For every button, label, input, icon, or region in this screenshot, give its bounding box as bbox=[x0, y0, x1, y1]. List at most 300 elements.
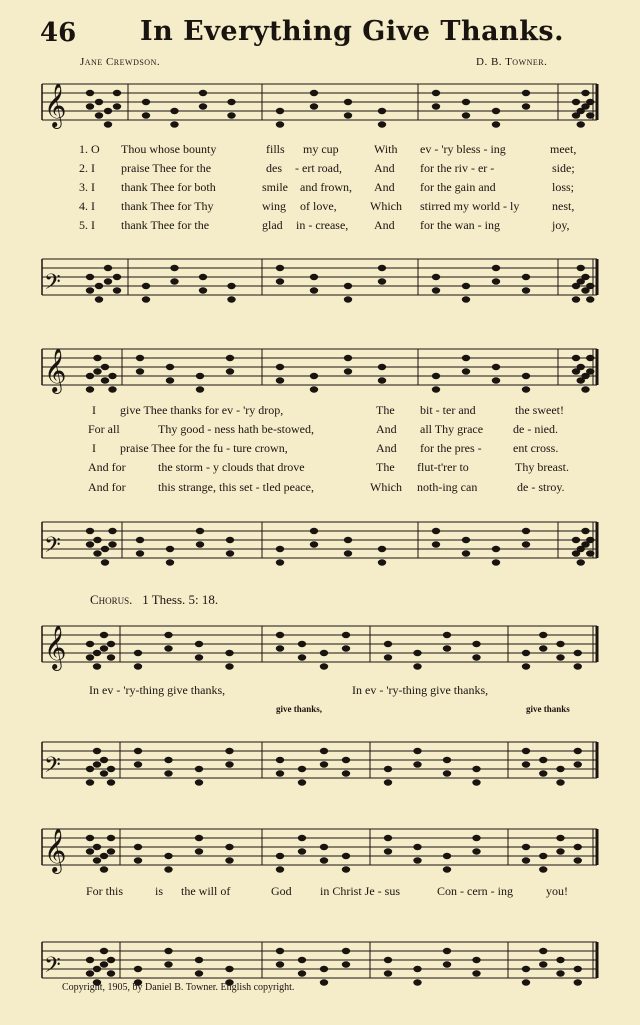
bass-clef-icon: 𝄢 bbox=[44, 953, 61, 983]
bass-clef-icon: 𝄢 bbox=[44, 270, 61, 300]
notehead bbox=[342, 866, 350, 872]
notehead bbox=[522, 90, 530, 96]
notehead bbox=[522, 966, 530, 972]
lyric-word: 1. O bbox=[79, 142, 100, 156]
notehead bbox=[93, 550, 101, 556]
notehead bbox=[378, 108, 386, 114]
notehead bbox=[93, 844, 101, 850]
notehead bbox=[556, 835, 564, 841]
words-credit: Jane Crewdson. bbox=[80, 56, 161, 68]
notehead bbox=[101, 377, 109, 383]
notehead bbox=[342, 632, 350, 638]
notehead bbox=[577, 265, 585, 271]
notehead bbox=[310, 541, 318, 547]
notehead bbox=[298, 848, 306, 854]
notehead bbox=[586, 537, 594, 543]
notehead bbox=[432, 386, 440, 392]
notehead bbox=[134, 844, 142, 850]
notehead bbox=[472, 766, 480, 772]
lyric-word: And bbox=[374, 161, 395, 175]
notehead bbox=[195, 835, 203, 841]
lyric-word: The bbox=[376, 460, 395, 474]
notehead bbox=[136, 355, 144, 361]
lyric-word: for the gain and bbox=[420, 180, 496, 194]
notehead bbox=[195, 654, 203, 660]
notehead bbox=[164, 866, 172, 872]
notehead bbox=[586, 296, 594, 302]
notehead bbox=[310, 103, 318, 109]
lyric-word: in Christ Je - sus bbox=[320, 884, 401, 898]
bass-staff-2 bbox=[0, 508, 640, 568]
lyric-word: And bbox=[374, 180, 395, 194]
notehead bbox=[104, 278, 112, 284]
notehead bbox=[443, 645, 451, 651]
notehead bbox=[134, 650, 142, 656]
notehead bbox=[462, 355, 470, 361]
lyric-word: And for bbox=[88, 480, 126, 494]
notehead bbox=[574, 761, 582, 767]
notehead bbox=[170, 108, 178, 114]
copyright-notice: Copyright, 1905, by Daniel B. Towner. English copyright. bbox=[62, 982, 295, 993]
notehead bbox=[199, 274, 207, 280]
lyric-word: For all bbox=[88, 422, 120, 436]
lyric-word: the sweet! bbox=[515, 403, 564, 417]
lyric-word: Thy good - ness hath be-stowed, bbox=[158, 422, 314, 436]
notehead bbox=[101, 364, 109, 370]
notehead bbox=[492, 278, 500, 284]
notehead bbox=[344, 283, 352, 289]
notehead bbox=[113, 103, 121, 109]
lyric-word: Thou whose bounty bbox=[121, 142, 217, 156]
notehead bbox=[413, 857, 421, 863]
notehead bbox=[432, 373, 440, 379]
notehead bbox=[93, 355, 101, 361]
notehead bbox=[298, 654, 306, 660]
notehead bbox=[384, 848, 392, 854]
notehead bbox=[522, 103, 530, 109]
notehead bbox=[443, 866, 451, 872]
notehead bbox=[432, 528, 440, 534]
notehead bbox=[195, 970, 203, 976]
bass-clef-icon: 𝄢 bbox=[44, 533, 61, 563]
lyric-word: 3. I bbox=[79, 180, 95, 194]
lyric-word: Which bbox=[370, 480, 402, 494]
notehead bbox=[522, 857, 530, 863]
bass-staff-3 bbox=[0, 728, 640, 788]
notehead bbox=[166, 559, 174, 565]
notehead bbox=[413, 748, 421, 754]
notehead bbox=[572, 296, 580, 302]
notehead bbox=[93, 368, 101, 374]
notehead bbox=[95, 112, 103, 118]
notehead bbox=[413, 979, 421, 985]
notehead bbox=[344, 550, 352, 556]
notehead bbox=[107, 766, 115, 772]
notehead bbox=[462, 550, 470, 556]
notehead bbox=[93, 537, 101, 543]
notehead bbox=[320, 857, 328, 863]
treble-staff-1 bbox=[0, 70, 640, 130]
notehead bbox=[298, 957, 306, 963]
lyric-word: smile bbox=[262, 180, 288, 194]
notehead bbox=[384, 779, 392, 785]
notehead bbox=[298, 779, 306, 785]
treble-staff-2 bbox=[0, 335, 640, 395]
notehead bbox=[100, 757, 108, 763]
notehead bbox=[226, 368, 234, 374]
notehead bbox=[310, 386, 318, 392]
notehead bbox=[164, 961, 172, 967]
notehead bbox=[108, 528, 116, 534]
notehead bbox=[443, 757, 451, 763]
lyric-word: and frown, bbox=[300, 180, 352, 194]
notehead bbox=[574, 966, 582, 972]
notehead bbox=[107, 970, 115, 976]
notehead bbox=[199, 90, 207, 96]
lyric-word: thank Thee for both bbox=[121, 180, 216, 194]
lyric-word: fills bbox=[266, 142, 285, 156]
notehead bbox=[170, 278, 178, 284]
notehead bbox=[107, 654, 115, 660]
notehead bbox=[86, 766, 94, 772]
notehead bbox=[320, 966, 328, 972]
lyric-word: Thy breast. bbox=[515, 460, 569, 474]
notehead bbox=[492, 108, 500, 114]
notehead bbox=[443, 632, 451, 638]
notehead bbox=[276, 961, 284, 967]
lyric-word: And bbox=[374, 218, 395, 232]
notehead bbox=[104, 121, 112, 127]
notehead bbox=[113, 287, 121, 293]
lyric-word: des bbox=[266, 161, 282, 175]
notehead bbox=[556, 654, 564, 660]
notehead bbox=[108, 386, 116, 392]
bass-staff-4 bbox=[0, 928, 640, 988]
bass-staff-1 bbox=[0, 245, 640, 305]
notehead bbox=[556, 766, 564, 772]
notehead bbox=[142, 112, 150, 118]
notehead bbox=[378, 364, 386, 370]
notehead bbox=[378, 546, 386, 552]
notehead bbox=[384, 654, 392, 660]
notehead bbox=[196, 386, 204, 392]
lyric-word: my cup bbox=[303, 142, 339, 156]
notehead bbox=[226, 537, 234, 543]
lyric-word: for the wan - ing bbox=[420, 218, 500, 232]
notehead bbox=[384, 641, 392, 647]
notehead bbox=[86, 103, 94, 109]
notehead bbox=[86, 654, 94, 660]
notehead bbox=[472, 848, 480, 854]
notehead bbox=[539, 866, 547, 872]
notehead bbox=[574, 650, 582, 656]
notehead bbox=[413, 663, 421, 669]
notehead bbox=[136, 368, 144, 374]
lyric-word: And bbox=[376, 441, 397, 455]
notehead bbox=[539, 961, 547, 967]
notehead bbox=[86, 970, 94, 976]
notehead bbox=[574, 979, 582, 985]
notehead bbox=[556, 848, 564, 854]
lyric-word: ent cross. bbox=[513, 441, 559, 455]
notehead bbox=[166, 546, 174, 552]
notehead bbox=[586, 283, 594, 289]
notehead bbox=[378, 121, 386, 127]
notehead bbox=[170, 265, 178, 271]
notehead bbox=[432, 287, 440, 293]
hymn-title: In Everything Give Thanks. bbox=[140, 16, 565, 47]
notehead bbox=[522, 274, 530, 280]
notehead bbox=[384, 970, 392, 976]
notehead bbox=[586, 368, 594, 374]
notehead bbox=[195, 641, 203, 647]
lyric-word: praise Thee for the fu - ture crown, bbox=[120, 441, 288, 455]
lyric-word: With bbox=[374, 142, 398, 156]
notehead bbox=[93, 663, 101, 669]
notehead bbox=[492, 377, 500, 383]
notehead bbox=[170, 121, 178, 127]
notehead bbox=[134, 966, 142, 972]
notehead bbox=[107, 779, 115, 785]
notehead bbox=[276, 121, 284, 127]
chorus-heading bbox=[90, 592, 218, 608]
treble-staff-3 bbox=[0, 612, 640, 672]
notehead bbox=[443, 948, 451, 954]
notehead bbox=[298, 970, 306, 976]
notehead bbox=[522, 979, 530, 985]
notehead bbox=[413, 844, 421, 850]
notehead bbox=[86, 541, 94, 547]
notehead bbox=[492, 364, 500, 370]
lyric-word: God bbox=[271, 884, 292, 898]
lyric-word: I bbox=[92, 403, 96, 417]
notehead bbox=[378, 377, 386, 383]
notehead bbox=[225, 761, 233, 767]
lyric-word: 2. I bbox=[79, 161, 95, 175]
notehead bbox=[276, 853, 284, 859]
notehead bbox=[556, 957, 564, 963]
notehead bbox=[342, 948, 350, 954]
notehead bbox=[384, 957, 392, 963]
notehead bbox=[344, 368, 352, 374]
notehead bbox=[539, 632, 547, 638]
notehead bbox=[492, 559, 500, 565]
music-credit: D. B. Towner. bbox=[476, 56, 548, 68]
notehead bbox=[310, 287, 318, 293]
notehead bbox=[107, 848, 115, 854]
lyric-word: give Thee thanks for ev - 'ry drop, bbox=[120, 403, 284, 417]
notehead bbox=[472, 779, 480, 785]
notehead bbox=[572, 99, 580, 105]
notehead bbox=[134, 663, 142, 669]
notehead bbox=[101, 546, 109, 552]
lyric-word: wing bbox=[262, 199, 286, 213]
notehead bbox=[572, 537, 580, 543]
lyric-word: Which bbox=[370, 199, 402, 213]
notehead bbox=[196, 373, 204, 379]
lyric-word: noth-ing can bbox=[417, 480, 478, 494]
notehead bbox=[100, 645, 108, 651]
notehead bbox=[199, 287, 207, 293]
notehead bbox=[432, 103, 440, 109]
notehead bbox=[95, 99, 103, 105]
notehead bbox=[276, 559, 284, 565]
notehead bbox=[100, 961, 108, 967]
lyric-word: nest, bbox=[552, 199, 575, 213]
notehead bbox=[574, 663, 582, 669]
treble-clef-icon: 𝄞 bbox=[44, 828, 67, 872]
notehead bbox=[413, 650, 421, 656]
notehead bbox=[101, 559, 109, 565]
lyric-word: the storm - y clouds that drove bbox=[158, 460, 305, 474]
lyric-word: Con - cern - ing bbox=[437, 884, 513, 898]
notehead bbox=[443, 961, 451, 967]
lyric-word: this strange, this set - tled peace, bbox=[158, 480, 314, 494]
lyric-word: flut-t'rer to bbox=[417, 460, 469, 474]
notehead bbox=[195, 848, 203, 854]
notehead bbox=[86, 528, 94, 534]
notehead bbox=[195, 766, 203, 772]
notehead bbox=[86, 957, 94, 963]
notehead bbox=[522, 373, 530, 379]
notehead bbox=[522, 287, 530, 293]
notehead bbox=[276, 377, 284, 383]
notehead bbox=[227, 296, 235, 302]
notehead bbox=[432, 90, 440, 96]
notehead bbox=[93, 761, 101, 767]
notehead bbox=[113, 90, 121, 96]
notehead bbox=[413, 761, 421, 767]
notehead bbox=[164, 632, 172, 638]
notehead bbox=[276, 757, 284, 763]
notehead bbox=[556, 641, 564, 647]
notehead bbox=[310, 274, 318, 280]
notehead bbox=[581, 528, 589, 534]
lyric-word: praise Thee for the bbox=[121, 161, 212, 175]
lyric-word: in - crease, bbox=[296, 218, 349, 232]
notehead bbox=[577, 559, 585, 565]
notehead bbox=[342, 961, 350, 967]
lyric-word: de - stroy. bbox=[517, 480, 565, 494]
notehead bbox=[86, 848, 94, 854]
notehead bbox=[196, 541, 204, 547]
notehead bbox=[443, 770, 451, 776]
notehead bbox=[586, 355, 594, 361]
notehead bbox=[196, 528, 204, 534]
notehead bbox=[344, 537, 352, 543]
notehead bbox=[320, 761, 328, 767]
notehead bbox=[378, 265, 386, 271]
lyric-word: - ert road, bbox=[295, 161, 342, 175]
notehead bbox=[462, 296, 470, 302]
notehead bbox=[577, 121, 585, 127]
notehead bbox=[522, 748, 530, 754]
notehead bbox=[104, 108, 112, 114]
notehead bbox=[199, 103, 207, 109]
notehead bbox=[472, 835, 480, 841]
notehead bbox=[298, 641, 306, 647]
lyric-word: stirred my world - ly bbox=[420, 199, 520, 213]
notehead bbox=[522, 844, 530, 850]
notehead bbox=[276, 770, 284, 776]
notehead bbox=[462, 112, 470, 118]
lyric-word: side; bbox=[552, 161, 575, 175]
notehead bbox=[581, 90, 589, 96]
lyric-word: you! bbox=[546, 884, 568, 898]
notehead bbox=[86, 274, 94, 280]
lyric-word: for the pres - bbox=[420, 441, 482, 455]
notehead bbox=[472, 641, 480, 647]
notehead bbox=[298, 766, 306, 772]
lyric-word: of love, bbox=[300, 199, 337, 213]
lyric-word: I bbox=[92, 441, 96, 455]
notehead bbox=[342, 757, 350, 763]
notehead bbox=[342, 645, 350, 651]
notehead bbox=[574, 844, 582, 850]
treble-clef-icon: 𝄞 bbox=[44, 83, 67, 127]
notehead bbox=[462, 283, 470, 289]
treble-clef-icon: 𝄞 bbox=[44, 348, 67, 392]
page-number: 46 bbox=[40, 18, 77, 48]
notehead bbox=[320, 663, 328, 669]
notehead bbox=[320, 650, 328, 656]
notehead bbox=[93, 966, 101, 972]
notehead bbox=[276, 364, 284, 370]
notehead bbox=[344, 355, 352, 361]
notehead bbox=[577, 364, 585, 370]
notehead bbox=[344, 296, 352, 302]
notehead bbox=[539, 948, 547, 954]
notehead bbox=[342, 770, 350, 776]
notehead bbox=[276, 866, 284, 872]
lyric-word: bit - ter and bbox=[420, 403, 476, 417]
notehead bbox=[462, 99, 470, 105]
notehead bbox=[227, 283, 235, 289]
notehead bbox=[100, 853, 108, 859]
notehead bbox=[107, 835, 115, 841]
notehead bbox=[432, 274, 440, 280]
notehead bbox=[572, 355, 580, 361]
notehead bbox=[195, 957, 203, 963]
notehead bbox=[522, 386, 530, 392]
notehead bbox=[225, 748, 233, 754]
notehead bbox=[86, 90, 94, 96]
notehead bbox=[344, 99, 352, 105]
notehead bbox=[86, 641, 94, 647]
notehead bbox=[384, 766, 392, 772]
lyric-word: 4. I bbox=[79, 199, 95, 213]
notehead bbox=[225, 857, 233, 863]
notehead bbox=[100, 770, 108, 776]
notehead bbox=[310, 90, 318, 96]
notehead bbox=[95, 283, 103, 289]
treble-staff-4 bbox=[0, 815, 640, 875]
notehead bbox=[227, 99, 235, 105]
notehead bbox=[472, 957, 480, 963]
notehead bbox=[107, 641, 115, 647]
lyric-word: is bbox=[155, 884, 164, 898]
notehead bbox=[276, 632, 284, 638]
lyric-word: loss; bbox=[552, 180, 575, 194]
notehead bbox=[384, 835, 392, 841]
notehead bbox=[134, 857, 142, 863]
notehead bbox=[320, 748, 328, 754]
notehead bbox=[225, 966, 233, 972]
lyric-word: thank Thee for the bbox=[121, 218, 210, 232]
notehead bbox=[276, 265, 284, 271]
notehead bbox=[413, 966, 421, 972]
notehead bbox=[443, 853, 451, 859]
